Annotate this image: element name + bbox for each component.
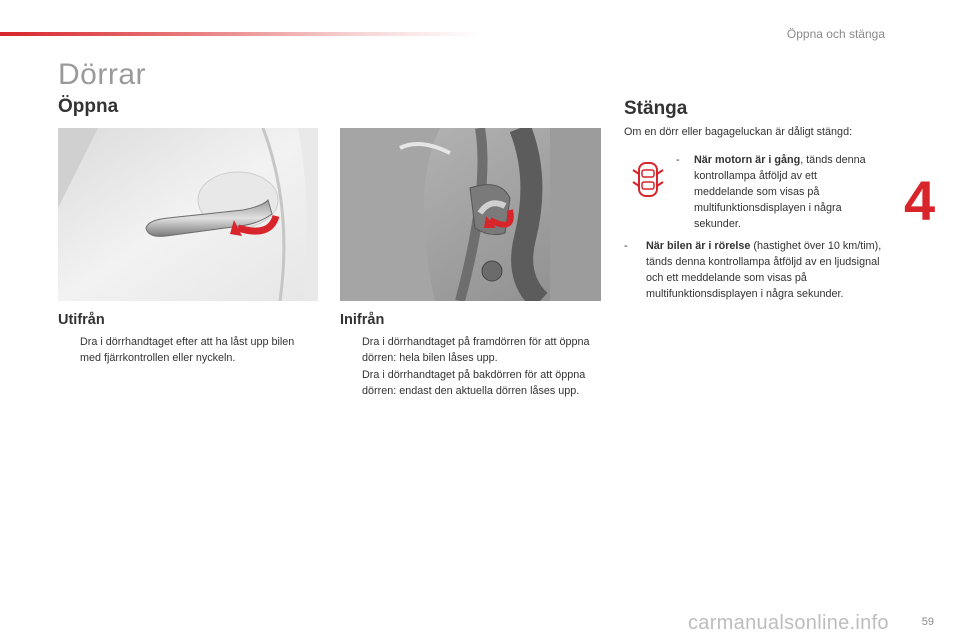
bullet-text: Dra i dörrhandtaget efter att ha låst upp bilen med fjärrkontrollen eller nyckeln. — [80, 336, 295, 364]
outside-bullets — [58, 334, 308, 367]
close-item-vehicle-moving — [624, 238, 884, 302]
list-item — [340, 367, 595, 399]
close-heading: Stänga — [624, 98, 688, 119]
list-dash: - — [676, 154, 680, 166]
bullet-icon — [340, 334, 362, 366]
bullet-icon — [58, 334, 80, 366]
close-item-bold: När bilen är i rörelse — [646, 240, 751, 252]
list-dash: - — [624, 240, 628, 252]
list-item — [58, 334, 308, 366]
chapter-number: 4 — [904, 169, 936, 232]
close-item-rest: , tänds denna kontrollampa åtföljd av ett meddelande som visas på multifunktionsdisplayen i några sekunder. — [694, 154, 866, 230]
outside-heading: Utifrån — [58, 312, 105, 328]
section-header-title: Öppna och stänga — [786, 27, 885, 41]
page-number: 59 — [921, 616, 934, 628]
outside-handle-photo — [58, 128, 318, 301]
close-item-text — [646, 238, 884, 302]
bullet-text: Dra i dörrhandtaget på framdörren för att öppna dörren: hela bilen låses upp. — [362, 336, 590, 364]
close-item-engine-running — [676, 152, 872, 232]
bullet-icon — [340, 367, 362, 399]
bullet-text: Dra i dörrhandtaget på bakdörren för att öppna dörren: endast den aktuella dörren låses upp. — [362, 369, 586, 397]
close-item-rest: (hastighet över 10 km/tim), tänds denna kontrollampa åtföljd av en ljudsignal och ett meddelande som visas på multifunktionsdisplayen i några sekunder. — [646, 240, 882, 300]
inside-bullets — [340, 334, 595, 400]
page-title: Dörrar — [58, 58, 147, 91]
header-accent-bar — [0, 32, 480, 36]
door-open-warning-icon — [630, 160, 666, 200]
inside-handle-photo — [340, 128, 601, 301]
watermark: carmanualsonline.info — [688, 612, 889, 634]
close-item-bold: När motorn är i gång — [694, 154, 801, 166]
close-item-text — [694, 152, 872, 232]
open-heading: Öppna — [58, 96, 119, 117]
close-intro: Om en dörr eller bagageluckan är dåligt stängd: — [624, 126, 853, 138]
inside-heading: Inifrån — [340, 312, 385, 328]
list-item — [340, 334, 595, 366]
